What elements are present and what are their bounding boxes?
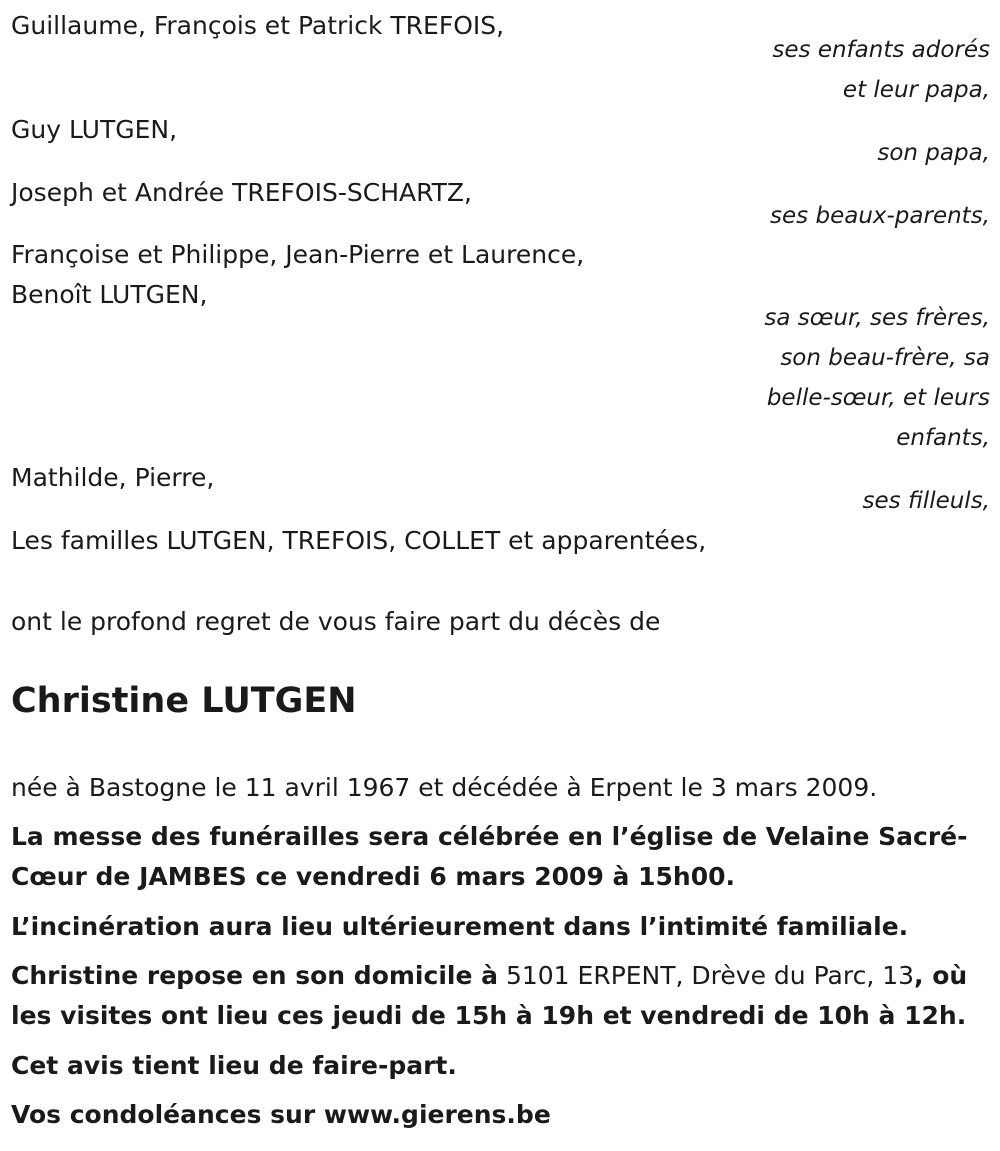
family-names: Joseph et Andrée TREFOIS-SCHARTZ, xyxy=(11,178,472,207)
family-names: Les familles LUTGEN, TREFOIS, COLLET et apparentées, xyxy=(11,526,707,555)
cremation-text: L’incinération aura lieu ultérieurement dans l’intimité familiale. xyxy=(11,912,909,941)
relation-line: son beau-frère, sa xyxy=(780,345,990,371)
family-names: Guy LUTGEN, xyxy=(11,115,178,144)
name-line: Françoise et Philippe, Jean-Pierre et Laurence, xyxy=(11,240,585,269)
name-line: Benoît LUTGEN, xyxy=(11,280,208,309)
family-relation xyxy=(764,298,990,458)
repose-visits: , où les visites ont lieu ces jeudi de 15h à 19h et vendredi de 10h à 12h. xyxy=(11,961,968,1030)
relation-line: belle-sœur, et leurs xyxy=(766,385,990,411)
mass-text: La messe des funérailles sera célébrée en l’église de Velaine Sacré-Cœur de JAMBES ce vendredi 6 mars 2009 à 15h00. xyxy=(11,822,968,891)
family-relation xyxy=(877,133,990,173)
relation-line: ses beaux-parents, xyxy=(770,203,990,229)
relation-line: enfants, xyxy=(896,425,990,451)
family-names: Mathilde, Pierre, xyxy=(11,463,215,492)
family-relation xyxy=(772,30,990,110)
notice-text: Cet avis tient lieu de faire-part. xyxy=(11,1051,457,1080)
family-relation xyxy=(863,481,990,521)
birth-death-text: née à Bastogne le 11 avril 1967 et décédée à Erpent le 3 mars 2009. xyxy=(11,773,878,802)
condolences-text: Vos condoléances sur www.gierens.be xyxy=(11,1100,551,1129)
relation-line: ses filleuls, xyxy=(862,488,990,514)
repose-address: 5101 ERPENT, Drève du Parc, 13 xyxy=(505,961,915,990)
relation-line: sa sœur, ses frères, xyxy=(764,305,990,331)
relation-line: son papa, xyxy=(877,140,990,166)
relation-line: et leur papa, xyxy=(842,77,990,103)
repose-intro: Christine repose en son domicile à xyxy=(11,961,498,990)
deceased-name: Christine LUTGEN xyxy=(11,681,357,721)
family-names xyxy=(11,235,584,315)
intro-text: ont le profond regret de vous faire part du décès de xyxy=(11,607,661,636)
relation-line: ses enfants adorés xyxy=(772,37,990,63)
family-names: Guillaume, François et Patrick TREFOIS, xyxy=(11,11,505,40)
family-relation xyxy=(770,196,990,236)
repose-text xyxy=(11,956,991,1036)
